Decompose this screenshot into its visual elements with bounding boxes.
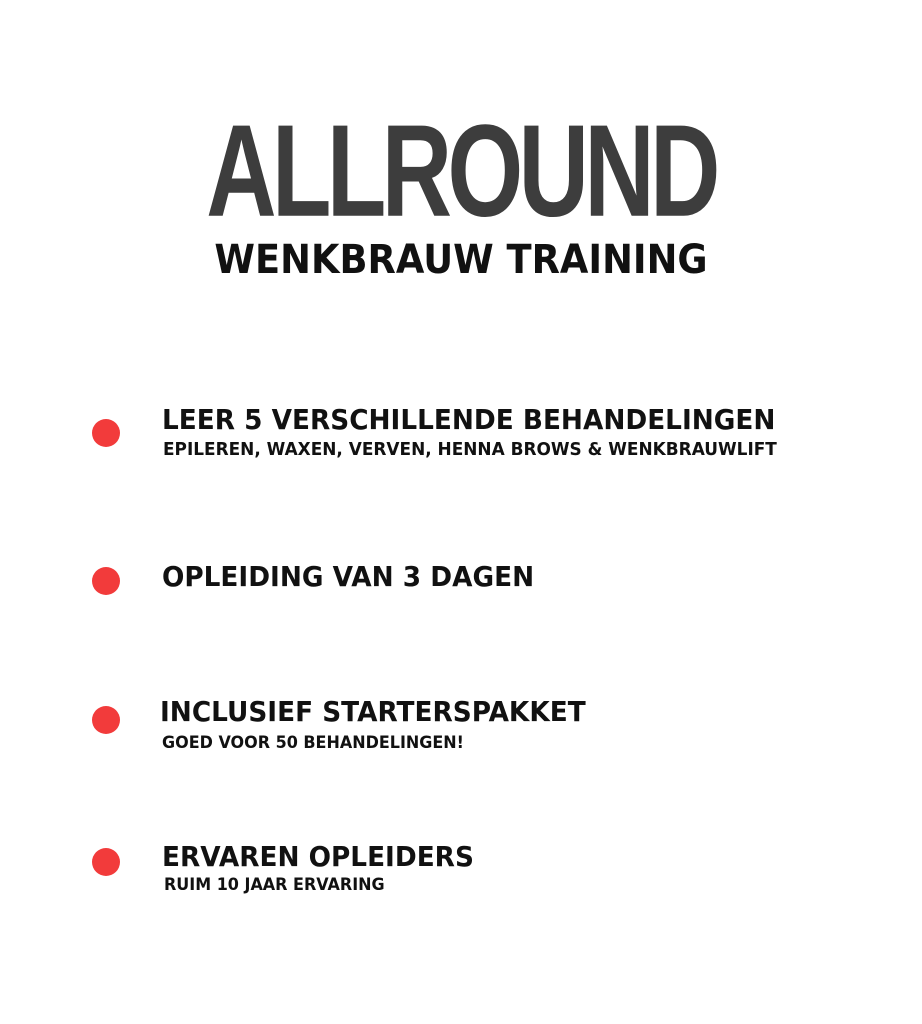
feature-detail: EPILEREN, WAXEN, VERVEN, HENNA BROWS & WENKBRAUWLIFT xyxy=(163,439,777,460)
feature-heading: LEER 5 VERSCHILLENDE BEHANDELINGEN xyxy=(162,403,776,436)
bullet-dot-icon xyxy=(92,848,120,876)
bullet-dot-icon xyxy=(92,706,120,734)
bullet-dot-icon xyxy=(92,567,120,595)
feature-heading: INCLUSIEF STARTERSPAKKET xyxy=(160,695,586,728)
feature-heading: OPLEIDING VAN 3 DAGEN xyxy=(162,560,535,593)
feature-detail: RUIM 10 JAAR ERVARING xyxy=(164,875,385,895)
feature-detail: GOED VOOR 50 BEHANDELINGEN! xyxy=(162,733,464,753)
feature-heading: ERVAREN OPLEIDERS xyxy=(162,840,474,873)
page-title: ALLROUND xyxy=(206,97,716,244)
bullet-dot-icon xyxy=(92,419,120,447)
page-subtitle: WENKBRAUW TRAINING xyxy=(214,237,708,283)
